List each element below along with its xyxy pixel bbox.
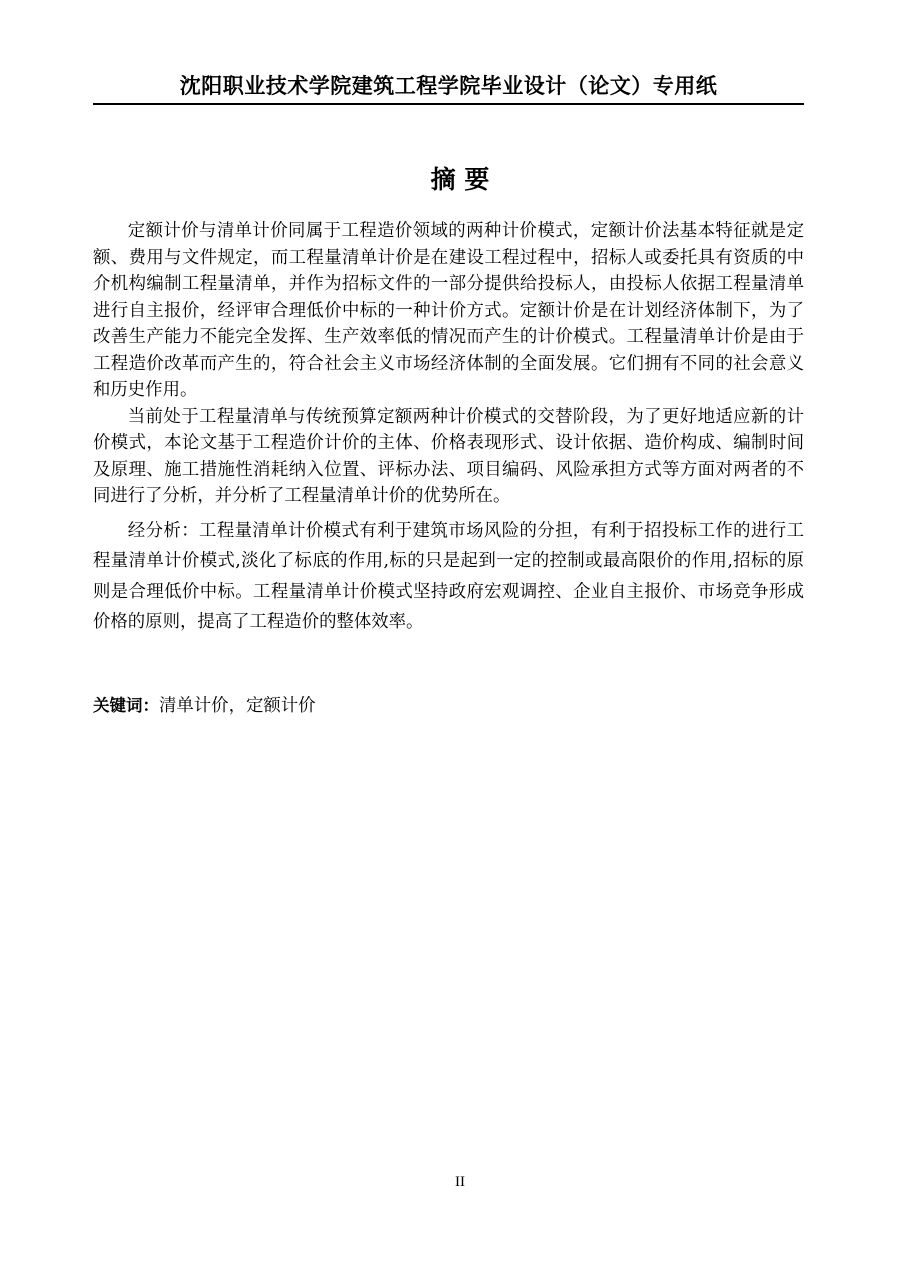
page-number: II [455, 1174, 465, 1190]
keywords-line [93, 693, 804, 719]
abstract-body [93, 218, 804, 638]
abstract-paragraph-3: 经分析：工程量清单计价模式有利于建筑市场风险的分担，有利于招投标工作的进行工程量清单计价模式,淡化了标底的作用,标的只是起到一定的控制或最高限价的作用,招标的原则是合理低价中标。工程量清单计价模式坚持政府宏观调控、企业自主报价、市场竞争形成价格的原则，提高了工程造价的整体效率。 [93, 520, 804, 632]
header-title: 沈阳职业技术学院建筑工程学院毕业设计（论文）专用纸 [179, 74, 718, 98]
page-header [93, 72, 804, 105]
abstract-paragraph-2: 当前处于工程量清单与传统预算定额两种计价模式的交替阶段，为了更好地适应新的计价模式，本论文基于工程造价计价的主体、价格表现形式、设计依据、造价构成、编制时间及原理、施工措施性消耗纳入位置、评标办法、项目编码、风险承担方式等方面对两者的不同进行了分析，并分析了工程量清单计价的优势所在。 [93, 406, 804, 506]
abstract-title: 摘 要 [430, 165, 490, 194]
abstract-paragraph-1: 定额计价与清单计价同属于工程造价领域的两种计价模式，定额计价法基本特征就是定额、费用与文件规定，而工程量清单计价是在建设工程过程中，招标人或委托具有资质的中介机构编制工程量清单，并作为招标文件的一部分提供给投标人，由投标人依据工程量清单进行自主报价，经评审合理低价中标的一种计价方式。定额计价是在计划经济体制下，为了改善生产能力不能完全发挥、生产效率低的情况而产生的计价模式。工程量清单计价是由于工程造价改革而产生的，符合社会主义市场经济体制的全面发展。它们拥有不同的社会意义和历史作用。 [93, 221, 804, 400]
keywords-label: 关键词： [93, 696, 159, 715]
keywords-value: 清单计价，定额计价 [159, 696, 316, 716]
